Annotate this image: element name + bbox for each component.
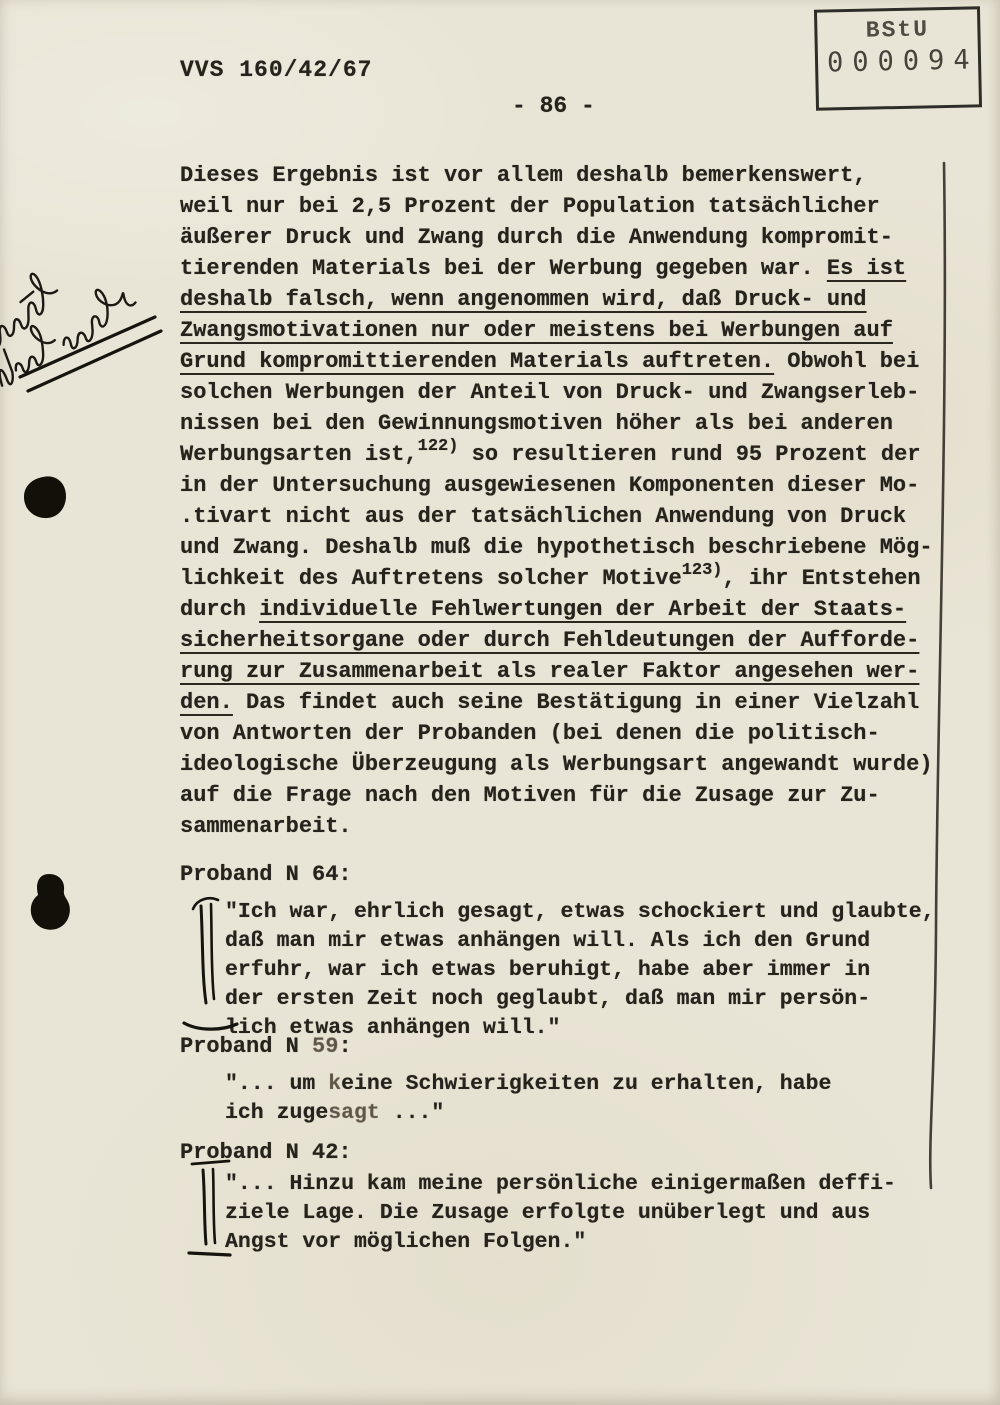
text-line [225, 985, 935, 1014]
text-segment: in der Untersuchung ausgewiesenen Komponenten dieser Mo- [180, 473, 920, 498]
text-line [180, 160, 970, 191]
text-line [225, 956, 935, 985]
page-number: - 86 - [512, 93, 595, 119]
proband-heading-2 [180, 1034, 352, 1059]
annotation-double-underline [20, 317, 161, 391]
proband-heading-1 [180, 862, 352, 887]
proband-quote-3 [225, 1170, 896, 1257]
text-line [225, 1099, 831, 1128]
text-segment: Zwangsmotivationen nur oder meistens bei Werbungen auf [180, 318, 893, 343]
stamp-serial-number: 000094 [826, 44, 979, 79]
text-segment: ich zuge [225, 1101, 329, 1125]
text-line [180, 780, 970, 811]
text-segment: Grund kompromittierenden Materials auftreten. [180, 349, 775, 374]
stamp-agency-label: BStU [865, 16, 930, 44]
text-segment: 123) [681, 560, 723, 580]
text-line [180, 346, 970, 377]
text-line [180, 284, 970, 315]
text-segment: lich etwas anhängen will." [225, 1016, 561, 1040]
text-segment: Werbungsarten ist, [180, 442, 418, 467]
text-segment: 122) [417, 436, 459, 456]
text-segment: auf die Frage nach den Motiven für die Zusage zur Zu- [180, 783, 880, 808]
text-segment: rung zur Zusammenarbeit als realer Faktor angesehen wer- [180, 659, 920, 684]
text-segment: "... Hinzu kam meine persönliche einigermaßen deffi- [225, 1172, 896, 1196]
text-segment: tierenden Materials bei der Werbung gegeben war. [180, 256, 827, 281]
proband-quote-1 [225, 898, 935, 1043]
text-segment: nissen bei den Gewinnungsmotiven höher als bei anderen [180, 411, 893, 436]
text-segment: Proband N [180, 1034, 313, 1059]
text-line [180, 222, 970, 253]
text-segment: und Zwang. Deshalb muß die hypothetisch beschriebene Mög- [180, 535, 933, 560]
text-line [180, 377, 970, 408]
text-segment: individuelle Fehlwertungen der Arbeit der Staats- [259, 597, 907, 622]
text-line [180, 560, 970, 594]
text-segment: sagt [328, 1101, 380, 1125]
text-line [180, 532, 970, 563]
text-line [180, 718, 970, 749]
text-segment: ideologische Überzeugung als Werbungsart angewandt wurde) [180, 752, 933, 777]
text-line [180, 656, 970, 687]
text-segment: Obwohl bei [774, 349, 920, 374]
text-segment: äußerer Druck und Zwang durch die Anwendung kompromit- [180, 225, 893, 250]
main-paragraph [180, 160, 970, 842]
text-line [225, 927, 935, 956]
text-segment: solchen Werbungen der Anteil von Druck- und Zwangserleb- [180, 380, 920, 405]
quote3-margin-mark [189, 1161, 230, 1255]
text-segment: Es ist [826, 256, 907, 281]
text-segment: daß man mir etwas anhängen will. Als ich den Grund [225, 929, 871, 953]
text-line [180, 811, 970, 842]
handwritten-annotation [0, 239, 144, 387]
text-line [225, 898, 935, 927]
text-segment: so resultieren rund 95 Prozent der [458, 442, 921, 467]
text-segment: : [338, 1034, 352, 1059]
text-line [180, 253, 970, 284]
text-segment: den. [180, 690, 233, 715]
text-segment: weil nur bei 2,5 Prozent der Population tatsächlicher [180, 194, 880, 219]
ink-blot-marks [24, 476, 70, 929]
text-segment: "Ich war, ehrlich gesagt, etwas schockiert und glaubte, [225, 900, 935, 924]
text-line [180, 749, 970, 780]
text-line [225, 1228, 896, 1257]
text-line [180, 408, 970, 439]
text-line [225, 1199, 896, 1228]
text-line [225, 1170, 896, 1199]
text-segment: k [328, 1072, 342, 1096]
text-line [180, 436, 970, 470]
text-segment: ..." [379, 1101, 445, 1125]
text-segment: 59 [312, 1034, 339, 1059]
text-line [180, 191, 970, 222]
text-segment: Proband N 42: [180, 1140, 352, 1165]
text-line [180, 501, 970, 532]
text-line [225, 1070, 831, 1099]
text-segment: deshalb falsch, wenn angenommen wird, daß Druck- und [180, 287, 867, 312]
text-segment: erfuhr, war ich etwas beruhigt, habe aber immer in [225, 958, 871, 982]
text-segment: Angst vor möglichen Folgen." [225, 1230, 587, 1254]
text-segment: lichkeit des Auftretens solcher Motive [180, 566, 682, 591]
text-line [180, 315, 970, 346]
text-segment: der ersten Zeit noch geglaubt, daß man mir persön- [225, 987, 871, 1011]
proband-heading-3 [180, 1140, 352, 1165]
text-segment: Proband N 64: [180, 862, 352, 887]
text-segment: sicherheitsorgane oder durch Fehldeutungen der Aufforde- [180, 628, 920, 653]
text-segment: Dieses Ergebnis ist vor allem deshalb bemerkenswert, [180, 163, 867, 188]
text-segment: durch [180, 597, 260, 622]
text-line [180, 594, 970, 625]
proband-quote-2 [225, 1070, 831, 1128]
text-segment: Das findet auch seine Bestätigung in einer Vielzahl [232, 690, 920, 715]
classification-number: VVS 160/42/67 [180, 57, 373, 83]
bstu-stamp [814, 6, 982, 110]
text-segment: .tivart nicht aus der tatsächlichen Anwendung von Druck [180, 504, 907, 529]
text-segment: von Antworten der Probanden (bei denen die politisch- [180, 721, 880, 746]
text-segment: ziele Lage. Die Zusage erfolgte unüberlegt und aus [225, 1201, 871, 1225]
text-line [180, 470, 970, 501]
text-line [180, 625, 970, 656]
text-segment: eine Schwierigkeiten zu erhalten, habe [341, 1072, 832, 1096]
text-segment: , ihr Entstehen [722, 566, 921, 591]
text-segment: sammenarbeit. [180, 814, 352, 839]
text-line [180, 687, 970, 718]
text-segment: "... um [225, 1072, 329, 1096]
